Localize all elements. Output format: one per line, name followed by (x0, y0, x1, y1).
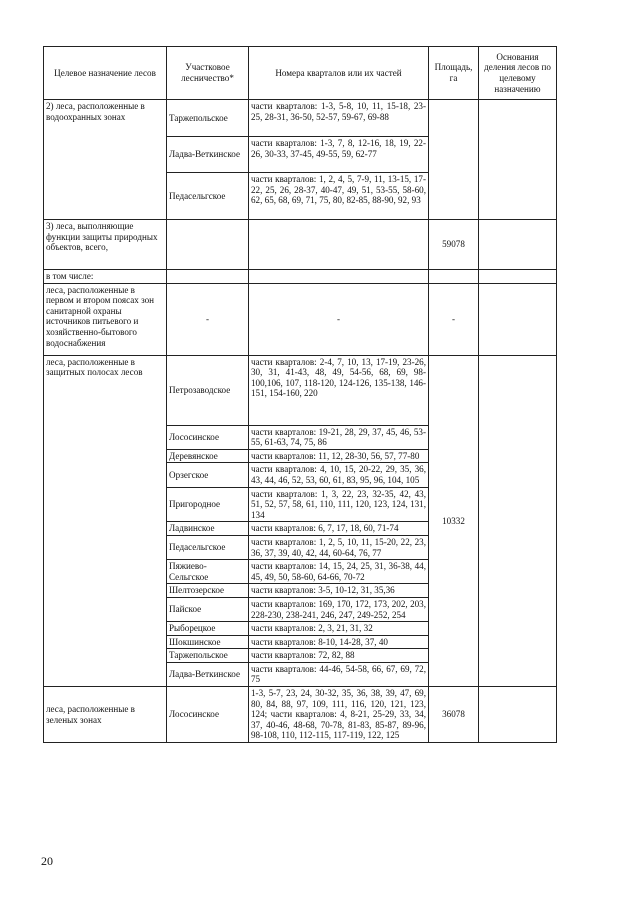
basis-cell (479, 100, 557, 220)
quarters-cell: части кварталов: 4, 10, 15, 20-22, 29, 35, 36, 43, 44, 46, 52, 53, 60, 61, 83, 95, 96, 104, 105 (249, 463, 429, 487)
table-row (44, 220, 557, 270)
table-row (44, 687, 557, 743)
forestry-cell: Деревянское (167, 449, 249, 463)
area-cell: 10332 (429, 355, 479, 686)
table-row (44, 100, 557, 137)
basis-cell (479, 355, 557, 686)
basis-cell (479, 220, 557, 270)
purpose-cell: леса, расположенные в первом и втором поясах зон санитарной охраны источников питьевого и хозяйственно-бытового водоснабжения (44, 283, 167, 355)
table-header-row (44, 47, 557, 100)
table-row (44, 355, 557, 425)
quarters-cell: - (249, 283, 429, 355)
quarters-cell: части кварталов: 1, 3, 22, 23, 32-35, 42, 43, 51, 52, 57, 58, 61, 110, 111, 120, 123, 124, 131, 134 (249, 487, 429, 522)
forestry-cell: Таржепольское (167, 649, 249, 663)
quarters-cell: части кварталов: 19-21, 28, 29, 37, 45, 46, 53-55, 61-63, 74, 75, 86 (249, 425, 429, 449)
forestry-cell: Педасельгское (167, 535, 249, 559)
quarters-cell: части кварталов: 2-4, 7, 10, 13, 17-19, 23-26, 30, 31, 41-43, 48, 49, 54-56, 68, 69, 98-100,106, 107, 118-120, 124-126, 135-138, 146-151, 154-160, 220 (249, 355, 429, 425)
purpose-cell: леса, расположенные в зеленых зонах (44, 687, 167, 743)
header-area: Площадь, га (429, 47, 479, 100)
forestry-cell: Пяжиево-Сельгское (167, 560, 249, 584)
forestry-cell: Рыборецкое (167, 622, 249, 636)
header-forestry: Участковое лесничество* (167, 47, 249, 100)
quarters-cell: части кварталов: 72, 82, 88 (249, 649, 429, 663)
quarters-cell (249, 220, 429, 270)
quarters-cell: части кварталов: 1-3, 7, 8, 12-16, 18, 19, 22-26, 30-33, 37-45, 49-55, 59, 62-77 (249, 137, 429, 173)
table-row (44, 283, 557, 355)
forestry-cell: Шелтозерское (167, 584, 249, 598)
header-purpose: Целевое назначение лесов (44, 47, 167, 100)
forestry-cell: Пайское (167, 597, 249, 621)
forestry-cell: Орзегское (167, 463, 249, 487)
area-cell: - (429, 283, 479, 355)
purpose-cell: в том числе: (44, 270, 167, 284)
header-basis: Основания деления лесов по целевому назначению (479, 47, 557, 100)
forestry-cell: Лососинское (167, 687, 249, 743)
forestry-cell: Ладва-Веткинское (167, 662, 249, 686)
forestry-cell: - (167, 283, 249, 355)
area-cell: 59078 (429, 220, 479, 270)
quarters-cell: части кварталов: 1-3, 5-8, 10, 11, 15-18, 23-25, 28-31, 36-50, 52-57, 59-67, 69-88 (249, 100, 429, 137)
forestry-cell: Пригородное (167, 487, 249, 522)
area-cell: 36078 (429, 687, 479, 743)
quarters-cell: части кварталов: 44-46, 54-58, 66, 67, 69, 72, 75 (249, 662, 429, 686)
purpose-cell: 2) леса, расположенные в водоохранных зонах (44, 100, 167, 220)
forestry-cell: Педасельгское (167, 173, 249, 220)
quarters-cell: 1-3, 5-7, 23, 24, 30-32, 35, 36, 38, 39, 47, 69, 80, 84, 88, 97, 109, 111, 116, 120, 121, 123, 124; части кварталов: 4, 8-21, 25-29, 33, 34, 37, 40-46, 48-68, 70-78, 81-83, 85-87, 89-96, 98-108, 110, 112-115, 117-119, 122, 125 (249, 687, 429, 743)
quarters-cell: части кварталов: 1, 2, 4, 5, 7-9, 11, 13-15, 17-22, 25, 26, 28-37, 40-47, 49, 51, 53-55, 58-60, 62, 65, 68, 69, 71, 75, 80, 82-85, 88-90, 92, 93 (249, 173, 429, 220)
forestry-cell: Лососинское (167, 425, 249, 449)
page-number: 20 (41, 854, 53, 868)
quarters-cell: части кварталов: 6, 7, 17, 18, 60, 71-74 (249, 522, 429, 536)
quarters-cell: части кварталов: 8-10, 14-28, 37, 40 (249, 635, 429, 649)
header-quarters: Номера кварталов или их частей (249, 47, 429, 100)
quarters-cell: части кварталов: 2, 3, 21, 31, 32 (249, 622, 429, 636)
forestry-cell: Ладва-Веткинское (167, 137, 249, 173)
area-cell (429, 100, 479, 220)
purpose-cell: 3) леса, выполняющие функции защиты природных объектов, всего, (44, 220, 167, 270)
quarters-cell: части кварталов: 11, 12, 28-30, 56, 57, 77-80 (249, 449, 429, 463)
purpose-cell: леса, расположенные в защитных полосах лесов (44, 355, 167, 686)
quarters-cell: части кварталов: 14, 15, 24, 25, 31, 36-38, 44, 45, 49, 50, 58-60, 64-66, 70-72 (249, 560, 429, 584)
basis-cell (479, 283, 557, 355)
basis-cell (479, 687, 557, 743)
forestry-cell: Петрозаводское (167, 355, 249, 425)
forestry-cell: Шокшинское (167, 635, 249, 649)
forestry-cell (167, 220, 249, 270)
table-row (44, 270, 557, 284)
quarters-cell: части кварталов: 1, 2, 5, 10, 11, 15-20, 22, 23, 36, 37, 39, 40, 42, 44, 60-64, 76, 77 (249, 535, 429, 559)
forest-purpose-table (43, 46, 557, 743)
forestry-cell: Таржепольское (167, 100, 249, 137)
quarters-cell: части кварталов: 169, 170, 172, 173, 202, 203, 228-230, 238-241, 246, 247, 249-252, 254 (249, 597, 429, 621)
forestry-cell: Ладвинское (167, 522, 249, 536)
quarters-cell: части кварталов: 3-5, 10-12, 31, 35,36 (249, 584, 429, 598)
